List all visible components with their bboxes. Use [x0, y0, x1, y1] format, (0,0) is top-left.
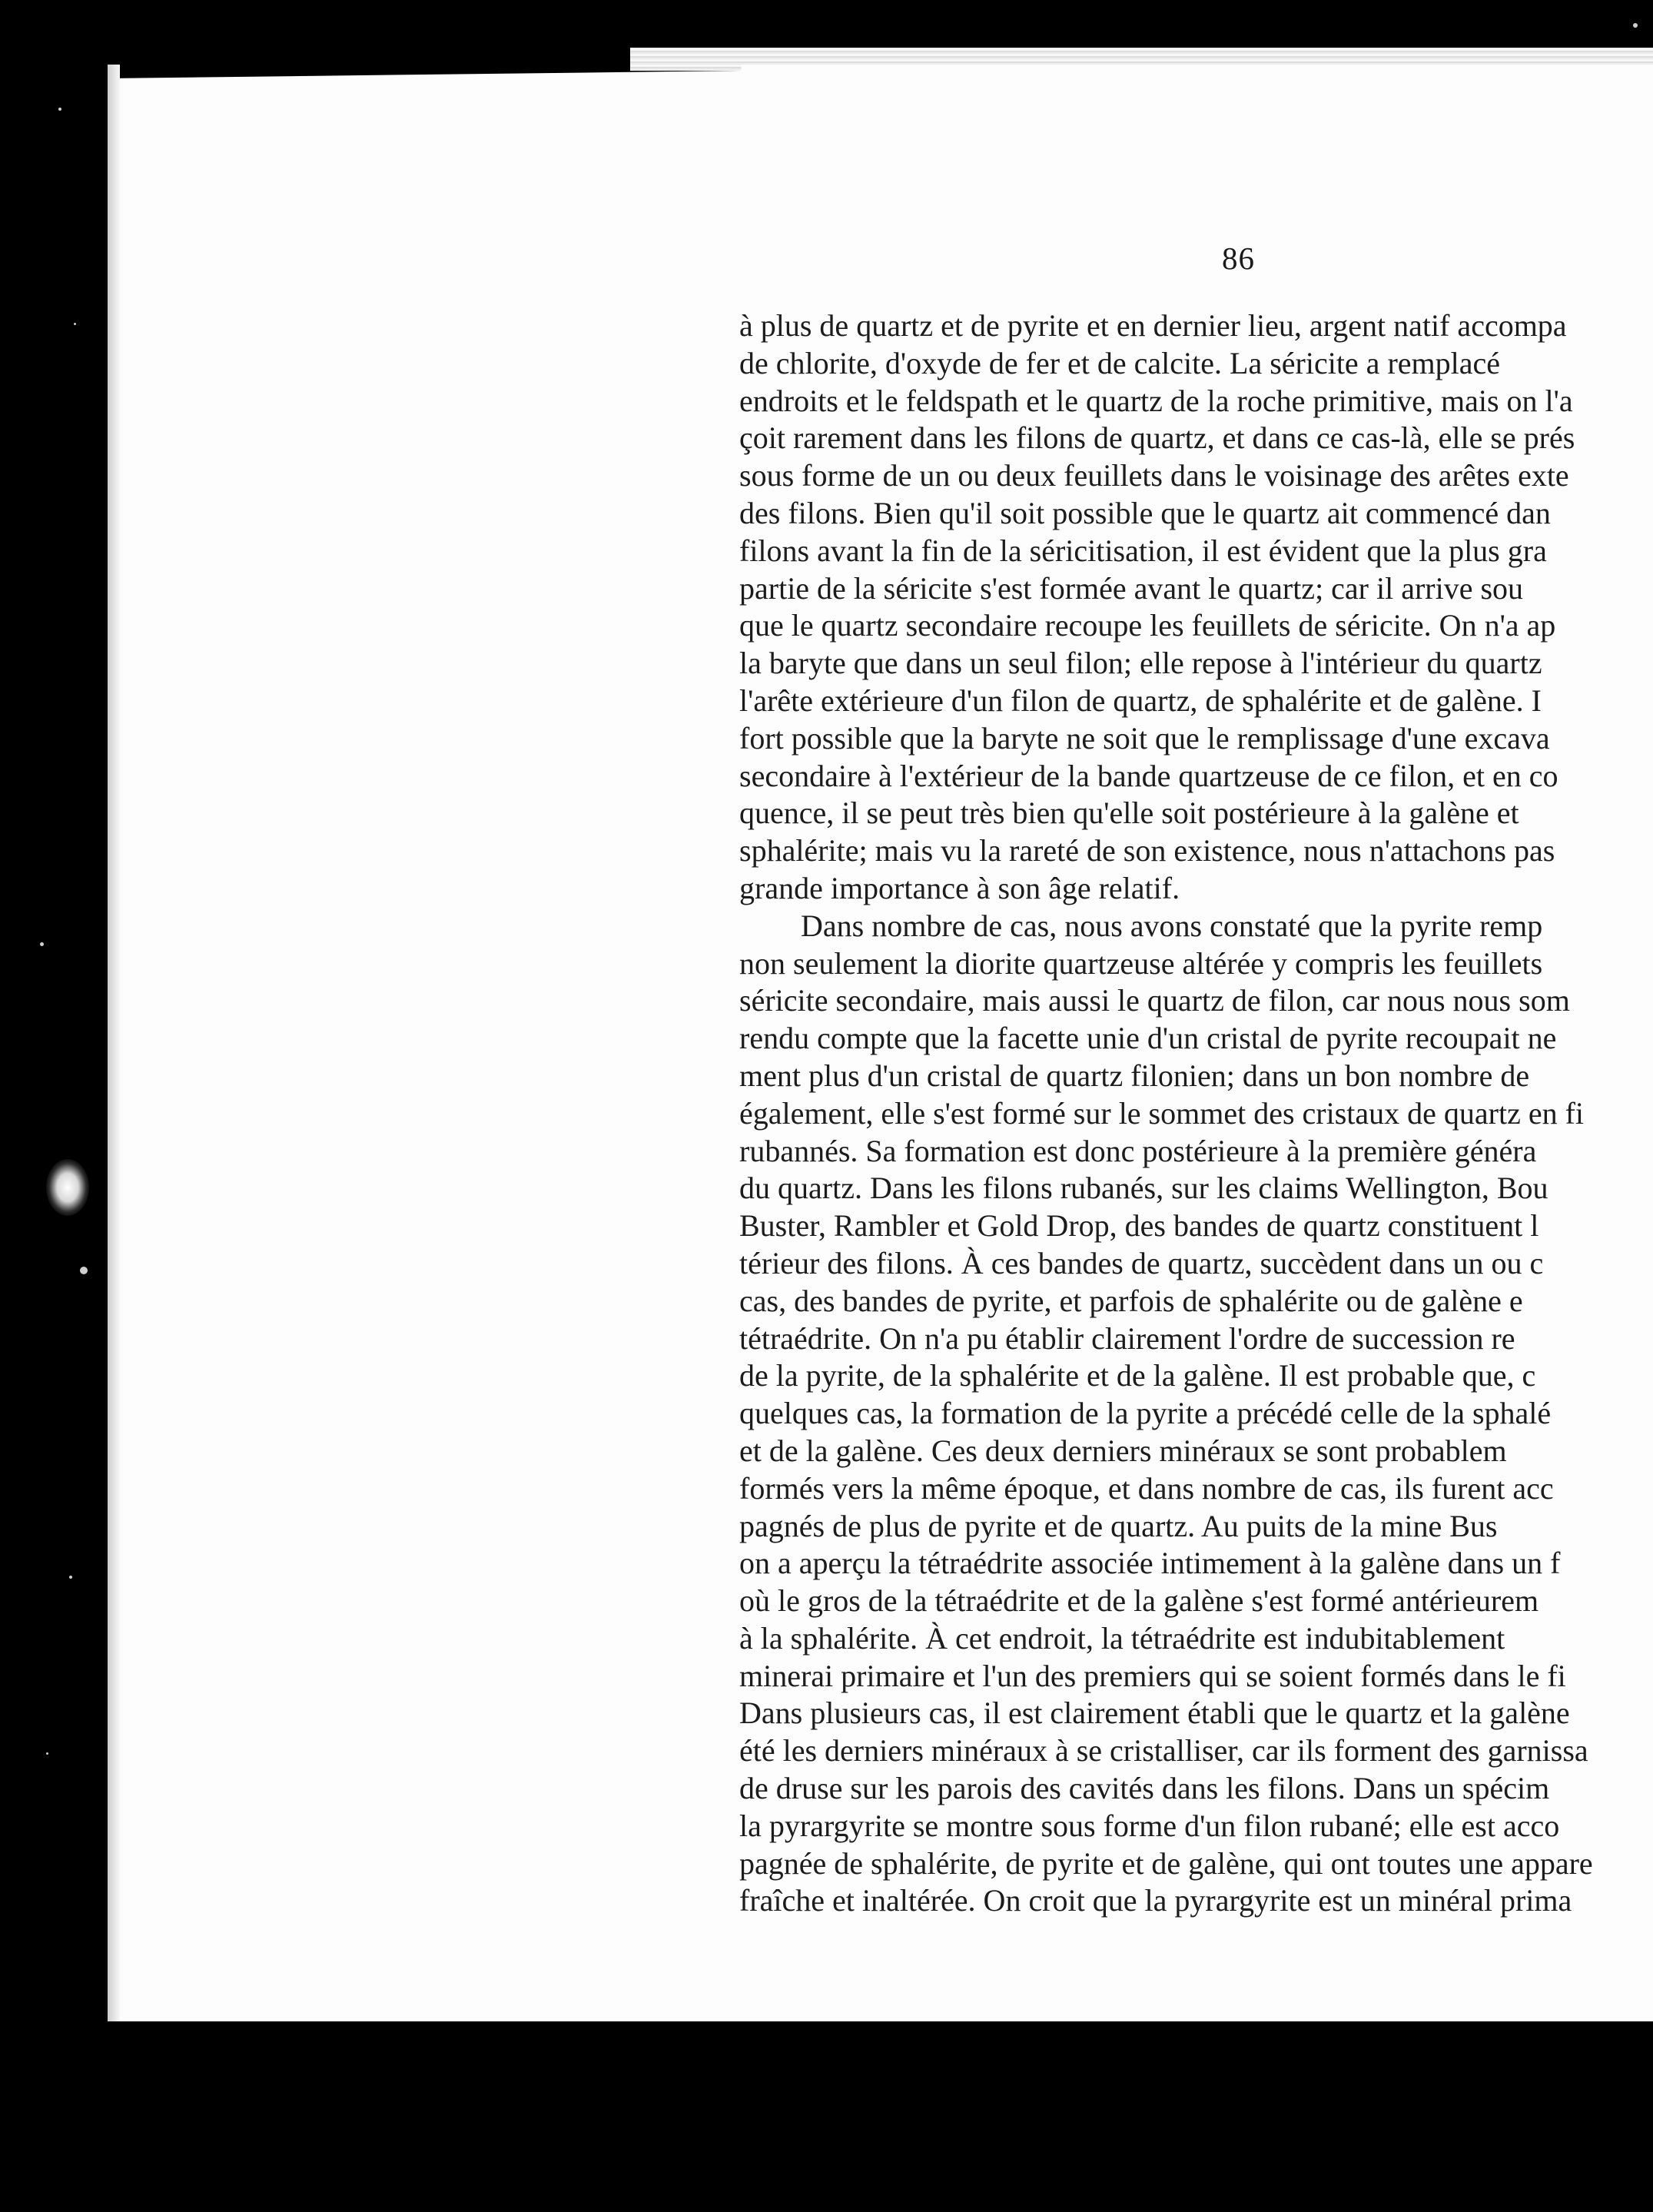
- dust-speck: [69, 1576, 72, 1579]
- dust-speck: [46, 1752, 48, 1755]
- text-line: également, elle s'est formé sur le sommet des cristaux de quartz en fi: [739, 1095, 1585, 1131]
- body-text: [739, 307, 1653, 1920]
- text-line: de chlorite, d'oxyde de fer et de calcite. La séricite a remplacé: [739, 345, 1500, 380]
- light-glare: [46, 1159, 89, 1216]
- text-line: des filons. Bien qu'il soit possible que le quartz ait commencé dan: [739, 495, 1551, 530]
- text-line: à la sphalérite. À cet endroit, la tétraédrite est indubitablement: [739, 1620, 1505, 1656]
- text-line: la baryte que dans un seul filon; elle repose à l'intérieur du quartz: [739, 646, 1542, 681]
- text-line: partie de la séricite s'est formée avant le quartz; car il arrive sou: [739, 570, 1524, 606]
- text-line: fraîche et inaltérée. On croit que la pyrargyrite est un minéral prima: [739, 1883, 1572, 1918]
- text-line: où le gros de la tétraédrite et de la galène s'est formé antérieurem: [739, 1583, 1539, 1619]
- text-line: ment plus d'un cristal de quartz filonien; dans un bon nombre de: [739, 1058, 1530, 1093]
- text-line: quence, il se peut très bien qu'elle soit postérieure à la galène et: [739, 795, 1519, 831]
- text-line: minerai primaire et l'un des premiers qui se soient formés dans le fi: [739, 1658, 1566, 1693]
- page-number: 86: [1222, 241, 1255, 276]
- text-line: rendu compte que la facette unie d'un cristal de pyrite recoupait ne: [739, 1021, 1557, 1056]
- text-line: la pyrargyrite se montre sous forme d'un filon rubané; elle est acco: [739, 1808, 1560, 1843]
- text-line: çoit rarement dans les filons de quartz, et dans ce cas-là, elle se prés: [739, 420, 1575, 456]
- dust-speck: [58, 108, 61, 111]
- text-line: cas, des bandes de pyrite, et parfois de sphalérite ou de galène e: [739, 1283, 1523, 1318]
- text-line: fort possible que la baryte ne soit que le remplissage d'une excava: [739, 720, 1550, 756]
- text-line: de druse sur les parois des cavités dans les filons. Dans un spécim: [739, 1771, 1550, 1806]
- text-line: de la pyrite, de la sphalérite et de la galène. Il est probable que, c: [739, 1358, 1536, 1393]
- text-line: été les derniers minéraux à se cristalliser, car ils forment des garnissa: [739, 1733, 1588, 1769]
- text-line: grande importance à son âge relatif.: [739, 870, 1180, 905]
- text-line: séricite secondaire, mais aussi le quartz de filon, car nous nous som: [739, 983, 1570, 1018]
- text-line: on a aperçu la tétraédrite associée intimement à la galène dans un f: [739, 1546, 1561, 1581]
- text-line: secondaire à l'extérieur de la bande quartzeuse de ce filon, et en co: [739, 758, 1558, 793]
- text-line: sous forme de un ou deux feuillets dans le voisinage des arêtes exte: [739, 458, 1569, 493]
- text-line: endroits et le feldspath et le quartz de la roche primitive, mais on l'a: [739, 383, 1573, 418]
- text-line: non seulement la diorite quartzeuse altérée y compris les feuillets: [739, 945, 1543, 981]
- paragraph-first-line: Dans nombre de cas, nous avons constaté que la pyrite remp: [801, 908, 1543, 943]
- text-line: sphalérite; mais vu la rareté de son existence, nous n'attachons pas: [739, 833, 1555, 869]
- text-line: térieur des filons. À ces bandes de quartz, succèdent dans un ou c: [739, 1245, 1544, 1280]
- text-line: Dans plusieurs cas, il est clairement établi que le quartz et la galène: [739, 1696, 1570, 1731]
- text-line: que le quartz secondaire recoupe les feuillets de séricite. On n'a ap: [739, 608, 1556, 643]
- text-line: formés vers la même époque, et dans nombre de cas, ils furent acc: [739, 1470, 1554, 1506]
- text-line: quelques cas, la formation de la pyrite a précédé celle de la sphalé: [739, 1396, 1552, 1431]
- text-line: tétraédrite. On n'a pu établir clairement l'ordre de succession re: [739, 1320, 1515, 1356]
- dust-speck: [1633, 23, 1638, 28]
- text-line: et de la galène. Ces deux derniers minéraux se sont probablem: [739, 1433, 1507, 1468]
- dust-speck: [80, 1267, 88, 1274]
- page-gutter-shadow: [108, 65, 120, 2021]
- dust-speck: [40, 942, 44, 946]
- text-line: filons avant la fin de la séricitisation, il est évident que la plus gra: [739, 533, 1547, 568]
- text-line: pagnés de plus de pyrite et de quartz. Au puits de la mine Bus: [739, 1508, 1498, 1543]
- text-line: à plus de quartz et de pyrite et en dernier lieu, argent natif accompa: [739, 308, 1567, 343]
- text-line: rubannés. Sa formation est donc postérieure à la première généra: [739, 1133, 1537, 1168]
- text-line: du quartz. Dans les filons rubanés, sur les claims Wellington, Bou: [739, 1171, 1548, 1206]
- text-line: pagnée de sphalérite, de pyrite et de galène, qui ont toutes une appare: [739, 1845, 1593, 1881]
- text-line: Buster, Rambler et Gold Drop, des bandes de quartz constituent l: [739, 1208, 1539, 1244]
- dust-speck: [74, 323, 76, 325]
- text-line: l'arête extérieure d'un filon de quartz, de sphalérite et de galène. I: [739, 683, 1542, 718]
